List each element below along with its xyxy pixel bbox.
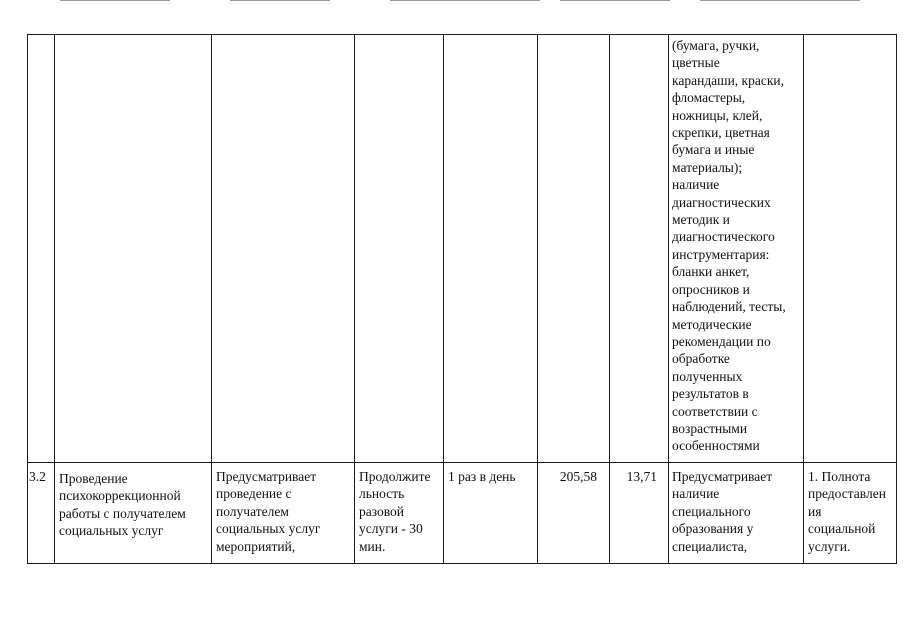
quality-cell: 1. Полнота предоставлен ия социальной услуги. — [808, 469, 886, 554]
column-border — [896, 34, 897, 564]
conditions-cell: Предусматривает наличие специального образования у специалиста, — [672, 469, 773, 554]
scan-artifact-line — [390, 0, 540, 1]
column-border — [54, 34, 55, 564]
tariff-cell: 205,58 — [559, 469, 597, 484]
scan-artifact-line — [700, 0, 860, 1]
service-name-cell: Проведение психокоррекционной работы с получателем социальных услуг — [59, 471, 186, 539]
table-top-border — [27, 34, 897, 35]
duration-cell: Продолжите льность разовой услуги - 30 мин. — [359, 469, 431, 554]
column-border — [668, 34, 669, 564]
column-border — [443, 34, 444, 564]
row-number: 3.2 — [29, 469, 46, 484]
scan-artifact-line — [60, 0, 170, 1]
column-border — [537, 34, 538, 564]
scan-artifact-line — [560, 0, 670, 1]
table-bottom-border — [27, 563, 897, 564]
column-border — [354, 34, 355, 564]
column-border — [27, 34, 28, 564]
row-separator — [27, 462, 897, 463]
scan-artifact-line — [230, 0, 330, 1]
frequency-cell: 1 раз в день — [448, 469, 516, 484]
column-border — [803, 34, 804, 564]
materials-cell: (бумага, ручки, цветные карандаши, краски, фломастеры, ножницы, клей, скрепки, цветная бумага и иные материалы); наличие диагностических методик и диагностического инструментария: бланки анкет, опросников и наблюдений, тесты, методические рекомендации по обработке полученных результатов в соответствии с возрастными особенностями — [672, 38, 786, 454]
rate-cell: 13,71 — [626, 469, 657, 484]
column-border — [211, 34, 212, 564]
service-description-cell: Предусматривает проведение с получателем социальных услуг мероприятий, — [216, 469, 321, 554]
